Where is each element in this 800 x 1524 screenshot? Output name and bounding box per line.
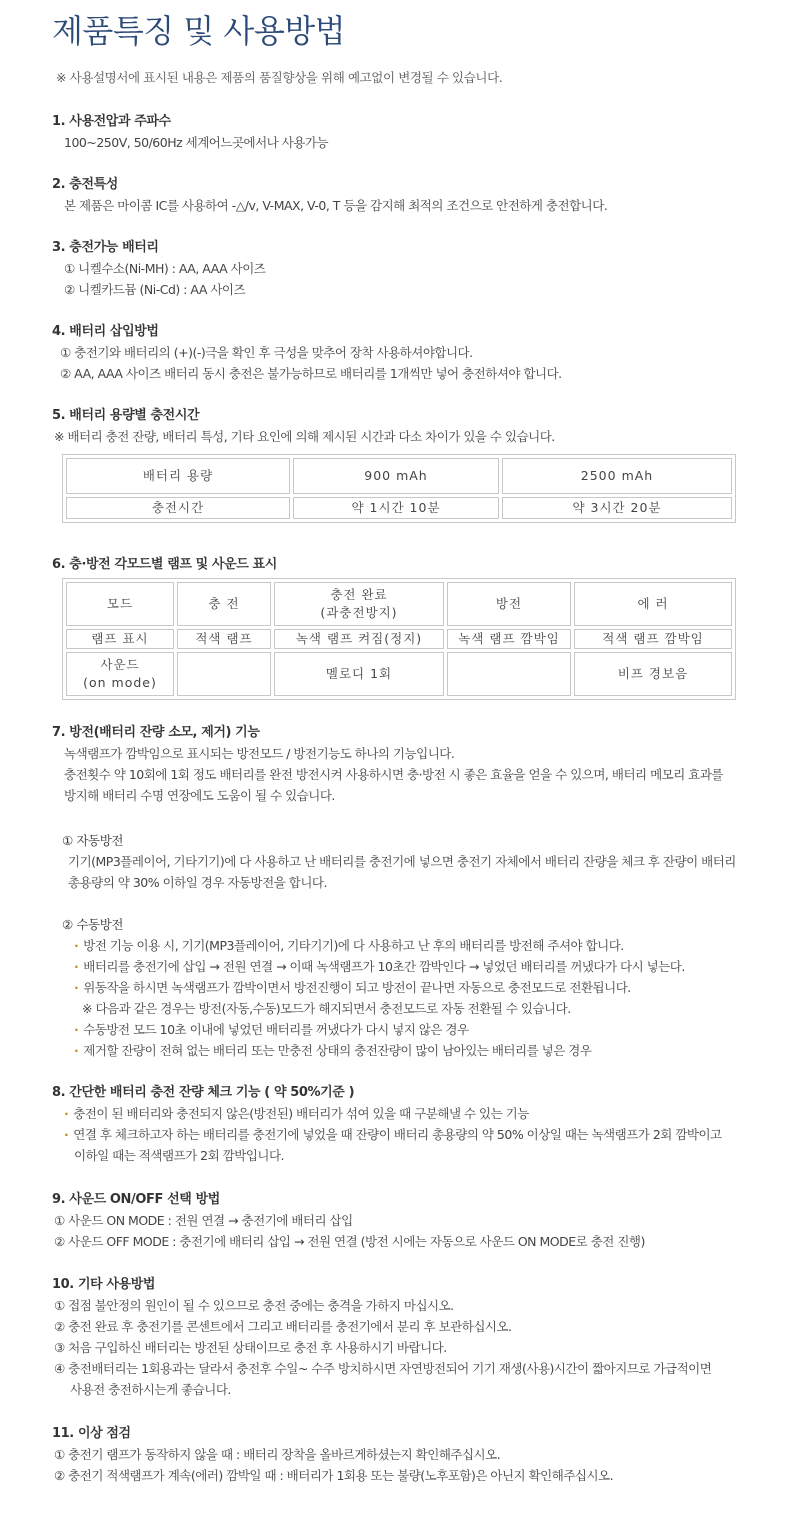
- table-row: [66, 582, 732, 626]
- section-heading: 4. 배터리 삽입방법: [52, 324, 159, 339]
- section-other-usage: [52, 1275, 782, 1400]
- table-row: [66, 497, 732, 519]
- cell-line: (과충전방지): [320, 605, 398, 620]
- section-charge-features: [52, 175, 782, 216]
- table-row: [66, 629, 732, 649]
- section-text: ① 충전기와 배터리의 (+)(-)극을 확인 후 극성을 맞추어 장착 사용하셔야합니다.: [60, 345, 473, 360]
- section-text: ① 접점 불안정의 원인이 될 수 있으므로 충전 중에는 충격을 가하지 마십시오.: [54, 1298, 454, 1313]
- bullet-text: 방전 기능 이용 시, 기기(MP3플레이어, 기타기기)에 다 사용하고 난 후의 배터리를 방전해 주셔야 합니다.: [83, 938, 624, 953]
- section-text: 본 제품은 마이콤 IC를 사용하여 -△/v, V-MAX, V-0, T 등을 감지해 최적의 조건으로 안전하게 충전합니다.: [64, 198, 608, 213]
- bullet-item: [52, 1019, 782, 1040]
- section-text: 사용전 충전하시는게 좋습니다.: [70, 1382, 231, 1397]
- section-heading: 5. 배터리 용량별 충전시간: [52, 408, 200, 423]
- bullet-item: [52, 935, 782, 956]
- section-insertion: [52, 322, 782, 384]
- subsection-heading: ① 자동방전: [62, 833, 124, 848]
- section-text: ② 사운드 OFF MODE : 충전기에 배터리 삽입 → 전원 연결 (방전 시에는 자동으로 사운드 ON MODE로 충전 진행): [54, 1234, 645, 1249]
- section-text: ② 충전 완료 후 충전기를 콘센트에서 그리고 배터리를 충전기에서 분리 후 보관하십시오.: [54, 1319, 512, 1334]
- section-heading: 8. 간단한 배터리 충전 잔량 체크 기능 ( 약 50%기준 ): [52, 1085, 355, 1100]
- table-cell: 방전: [447, 582, 571, 626]
- bullet-text: 제거할 잔량이 전혀 없는 배터리 또는 만충전 상태의 충전잔량이 많이 남아있는 배터리를 넣은 경우: [83, 1043, 592, 1058]
- table-cell: 적색 램프: [177, 629, 271, 649]
- subsection-manual-discharge: [52, 914, 782, 1061]
- section-heading: 11. 이상 점검: [52, 1426, 131, 1441]
- table-cell: [274, 582, 444, 626]
- table-cell: 적색 램프 깜박임: [574, 629, 732, 649]
- bullet-item: [52, 1124, 782, 1145]
- table-cell: 배터리 용량: [66, 458, 290, 494]
- table-cell: 에 러: [574, 582, 732, 626]
- section-text: ③ 처음 구입하신 배터리는 방전된 상태이므로 충전 후 사용하시기 바랍니다.: [54, 1340, 447, 1355]
- bullet-item: [52, 1040, 782, 1061]
- subsection-auto-discharge: [52, 830, 782, 893]
- section-text: 이하일 때는 적색램프가 2회 깜박입니다.: [74, 1148, 285, 1163]
- table-cell: 녹색 램프 켜짐(정지): [274, 629, 444, 649]
- section-text: 100~250V, 50/60Hz 세계어느곳에서나 사용가능: [64, 135, 329, 150]
- section-sound-onoff: [52, 1190, 782, 1252]
- section-remaining-check: [52, 1083, 782, 1166]
- table-cell: 멜로디 1회: [274, 652, 444, 696]
- table-cell: [177, 652, 271, 696]
- table-cell: 충 전: [177, 582, 271, 626]
- bullet-text: 배터리를 충전기에 삽입 → 전원 연결 → 이때 녹색램프가 10초간 깜박인다 → 넣었던 배터리를 꺼냈다가 다시 넣는다.: [83, 959, 685, 974]
- subsection-heading: ② 수동방전: [62, 917, 124, 932]
- section-heading: 10. 기타 사용방법: [52, 1277, 156, 1292]
- lamp-sound-table: [62, 578, 736, 700]
- section-note: ※ 배터리 충전 잔량, 배터리 특성, 기타 요인에 의해 제시된 시간과 다소 차이가 있을 수 있습니다.: [54, 429, 555, 444]
- section-text: 녹색램프가 깜박임으로 표시되는 방전모드 / 방전기능도 하나의 기능입니다.: [64, 746, 455, 761]
- section-charge-time: [52, 406, 782, 447]
- section-text: ② 충전기 적색램프가 계속(에러) 깜박일 때 : 배터리가 1회용 또는 불량(노후포함)은 아닌지 확인해주십시오.: [54, 1468, 614, 1483]
- section-discharge: [52, 723, 782, 806]
- section-text: ① 니켈수소(Ni-MH) : AA, AAA 사이즈: [64, 261, 266, 276]
- section-heading: 3. 충전가능 배터리: [52, 240, 159, 255]
- section-heading: 7. 방전(배터리 잔량 소모, 제거) 기능: [52, 725, 260, 740]
- section-text: ① 사운드 ON MODE : 전원 연결 → 충전기에 배터리 삽입: [54, 1213, 353, 1228]
- bullet-text: 연결 후 체크하고자 하는 배터리를 충전기에 넣었을 때 잔량이 배터리 총용량의 약 50% 이상일 때는 녹색램프가 2회 깜박이고: [73, 1127, 722, 1142]
- bullet-text: 충전이 된 배터리와 충전되지 않은(방전된) 배터리가 섞여 있을 때 구분해낼 수 있는 기능: [73, 1106, 529, 1121]
- bullet-item: [52, 977, 782, 998]
- table-cell: 약 3시간 20분: [502, 497, 732, 519]
- section-text: ② AA, AAA 사이즈 배터리 동시 충전은 불가능하므로 배터리를 1개씩만 넣어 충전하셔야 합니다.: [60, 366, 562, 381]
- table-row: [66, 652, 732, 696]
- table-cell: 충전시간: [66, 497, 290, 519]
- table-cell: [447, 652, 571, 696]
- cell-line: 사운드: [100, 657, 140, 672]
- table-cell: 약 1시간 10분: [293, 497, 499, 519]
- section-note: ※ 다음과 같은 경우는 방전(자동,수동)모드가 해지되면서 충전모드로 자동 전환될 수 있습니다.: [82, 1001, 571, 1016]
- section-text: 충전횟수 약 10회에 1회 정도 배터리를 완전 방전시켜 사용하시면 충·방전 시 좋은 효율을 얻을 수 있으며, 배터리 메모리 효과를: [64, 767, 724, 782]
- section-batteries: [52, 238, 782, 300]
- section-heading: 2. 충전특성: [52, 177, 118, 192]
- bullet-text: 수동방전 모드 10초 이내에 넣었던 배터리를 꺼냈다가 다시 넣지 않은 경우: [83, 1022, 469, 1037]
- section-lamp-sound: [52, 555, 782, 575]
- section-heading: 1. 사용전압과 주파수: [52, 114, 171, 129]
- section-text: 총용량의 약 30% 이하일 경우 자동방전을 합니다.: [68, 875, 327, 890]
- charge-time-table: [62, 454, 736, 523]
- table-cell: 비프 경보음: [574, 652, 732, 696]
- cell-line: 충전 완료: [330, 587, 388, 602]
- table-cell: 모드: [66, 582, 174, 626]
- table-row: [66, 458, 732, 494]
- section-text: ① 충전기 램프가 동작하지 않을 때 : 배터리 장착을 올바르게하셨는지 확인해주십시오.: [54, 1447, 501, 1462]
- section-heading: 9. 사운드 ON/OFF 선택 방법: [52, 1192, 220, 1207]
- page-title: 제품특징 및 사용방법: [52, 12, 346, 50]
- bullet-item: [52, 1103, 782, 1124]
- table-cell: [66, 652, 174, 696]
- section-text: 기기(MP3플레이어, 기타기기)에 다 사용하고 난 배터리를 충전기에 넣으면 충전기 자체에서 배터리 잔량을 체크 후 잔량이 배터리: [68, 854, 736, 869]
- section-text: ④ 충전배터리는 1회용과는 달라서 충전후 수일~ 수주 방치하시면 자연방전되어 기기 재생(사용)시간이 짧아지므로 가급적이면: [54, 1361, 712, 1376]
- table-cell: 2500 mAh: [502, 458, 732, 494]
- section-text: 방지해 배터리 수명 연장에도 도움이 될 수 있습니다.: [64, 788, 335, 803]
- notice-text: ※ 사용설명서에 표시된 내용은 제품의 품질향상을 위해 예고없이 변경될 수 있습니다.: [56, 70, 503, 85]
- bullet-item: [52, 956, 782, 977]
- table-cell: 녹색 램프 깜박임: [447, 629, 571, 649]
- section-heading: 6. 충·방전 각모드별 램프 및 사운드 표시: [52, 557, 277, 572]
- table-cell: 램프 표시: [66, 629, 174, 649]
- section-text: ② 니켈카드뮴 (Ni-Cd) : AA 사이즈: [64, 282, 246, 297]
- section-voltage: [52, 112, 782, 153]
- bullet-text: 위동작을 하시면 녹색램프가 깜박이면서 방전진행이 되고 방전이 끝나면 자동으로 충전모드로 전환됩니다.: [83, 980, 631, 995]
- cell-line: (on mode): [83, 675, 157, 690]
- section-troubleshoot: [52, 1424, 782, 1486]
- table-cell: 900 mAh: [293, 458, 499, 494]
